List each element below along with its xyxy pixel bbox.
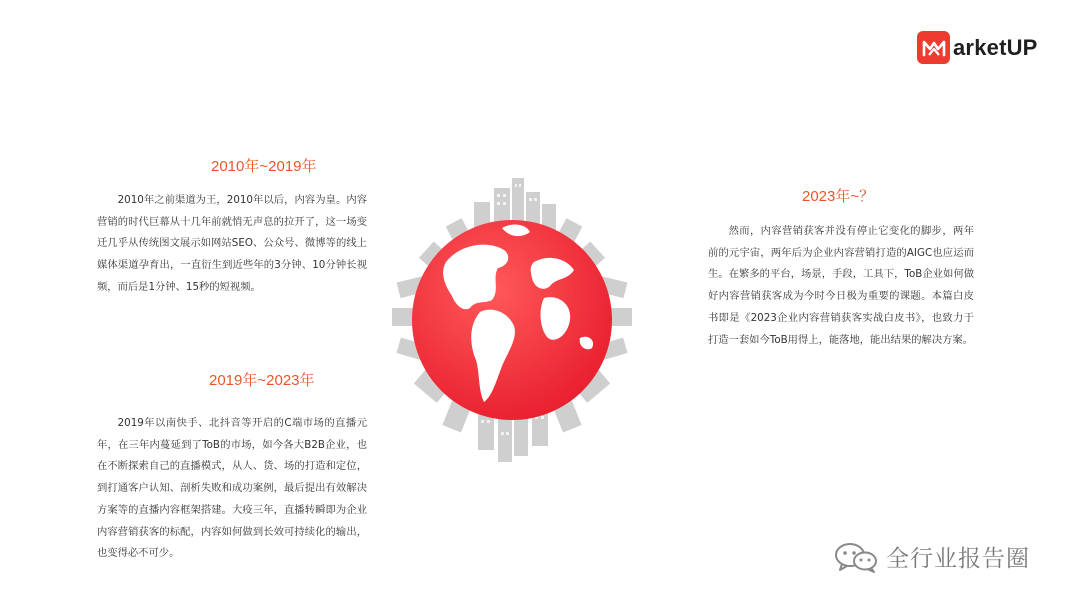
section-body-2010-2019: 2010年之前渠道为王，2010年以后，内容为皇。内容营销的时代巨幕从十几年前就悄无声息的拉开了，这一场变迁几乎从传统图文展示如网站SEO、公众号、微博等的线上媒体渠道孕育出，一直衍生到近些年的3分钟、10分钟长视频，而后是1分钟、15秒的短视频。 xyxy=(97,194,367,293)
marketup-logo xyxy=(917,31,1038,64)
wechat-icon xyxy=(834,541,878,573)
logo-text: arketUP xyxy=(953,34,1038,60)
section-title-2019-2023: 2019年~2023年 xyxy=(209,372,315,389)
section-body-2019-2023: 2019年以南快手、北抖音等开启的C端市场的直播元年，在三年内蔓延到了ToB的市场，如今各大B2B企业，也在不断探索自己的直播模式，从人、货、场的打造和定位，到打通客户认知、剖析失败和成功案例，最后提出有效解决方案等的直播内容框架搭建。大疫三年，直播转瞬即为企业内容营销获客的标配，内容如何做到长效可持续化的输出，也变得必不可少。 xyxy=(97,417,367,560)
watermark xyxy=(834,540,1030,573)
section-title-2010-2019: 2010年~2019年 xyxy=(211,158,317,175)
logo-m-icon xyxy=(917,31,950,64)
section-title-2023-onward: 2023年~？ xyxy=(802,188,875,205)
globe-icon xyxy=(412,220,612,420)
watermark-text: 全行业报告圈 xyxy=(886,546,1030,572)
globe-city-illustration xyxy=(384,170,640,466)
section-body-2023-onward: 然而，内容营销获客并没有停止它变化的脚步，两年前的元宇宙，两年后为企业内容营销打造的AIGC也应运而生。在繁多的平台，场景，手段，工具下，ToB企业如何做好内容营销获客成为今时今日极为重要的课题。本篇白皮书即是《2023企业内容营销获客实战白皮书》，也致力于打造一套如今ToB用得上，能落地，能出结果的解决方案。 xyxy=(708,225,974,346)
